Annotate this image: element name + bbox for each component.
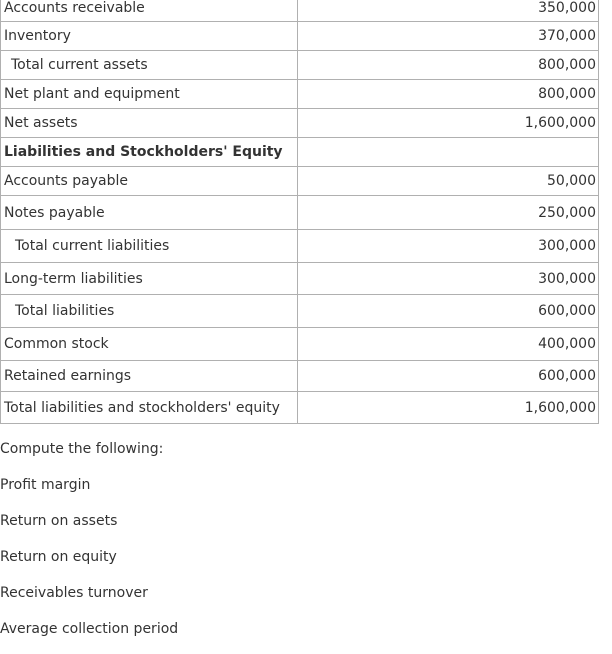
question-item: Profit margin (0, 477, 91, 493)
row-label: Accounts payable (1, 167, 298, 196)
row-label: Total liabilities and stockholders' equity (1, 392, 298, 424)
row-label: Inventory (1, 22, 298, 51)
table-row (1, 51, 599, 80)
row-label: Net assets (1, 109, 298, 138)
table-row (1, 0, 599, 22)
row-label: Long-term liabilities (1, 263, 298, 295)
row-value: 400,000 (298, 328, 599, 361)
table-row (1, 392, 599, 424)
question-item: Receivables turnover (0, 585, 148, 601)
row-label: Total current liabilities (1, 230, 298, 263)
row-label: Total liabilities (1, 295, 298, 328)
row-value (298, 138, 599, 167)
table-row (1, 22, 599, 51)
row-value: 300,000 (298, 263, 599, 295)
row-value: 800,000 (298, 80, 599, 109)
table-row (1, 295, 599, 328)
table-row (1, 328, 599, 361)
row-value: 600,000 (298, 361, 599, 392)
question-item: Return on assets (0, 513, 118, 529)
table-row (1, 138, 599, 167)
row-label: Common stock (1, 328, 298, 361)
row-label: Notes payable (1, 196, 298, 230)
table-row (1, 263, 599, 295)
row-value: 1,600,000 (298, 109, 599, 138)
row-value: 350,000 (298, 0, 599, 22)
row-value: 600,000 (298, 295, 599, 328)
row-value: 370,000 (298, 22, 599, 51)
table-row (1, 230, 599, 263)
row-value: 800,000 (298, 51, 599, 80)
table-row (1, 196, 599, 230)
questions-prompt: Compute the following: (0, 441, 164, 457)
question-item: Return on equity (0, 549, 117, 565)
question-item: Average collection period (0, 621, 179, 637)
row-label: Accounts receivable (1, 0, 298, 22)
row-value: 300,000 (298, 230, 599, 263)
row-label: Total current assets (1, 51, 298, 80)
row-value: 50,000 (298, 167, 599, 196)
row-label: Net plant and equipment (1, 80, 298, 109)
table-row (1, 80, 599, 109)
table-row (1, 109, 599, 138)
section-heading: Liabilities and Stockholders' Equity (1, 138, 298, 167)
row-value: 1,600,000 (298, 392, 599, 424)
table-row (1, 167, 599, 196)
row-label: Retained earnings (1, 361, 298, 392)
table-row (1, 361, 599, 392)
questions-section (0, 438, 178, 654)
row-value: 250,000 (298, 196, 599, 230)
